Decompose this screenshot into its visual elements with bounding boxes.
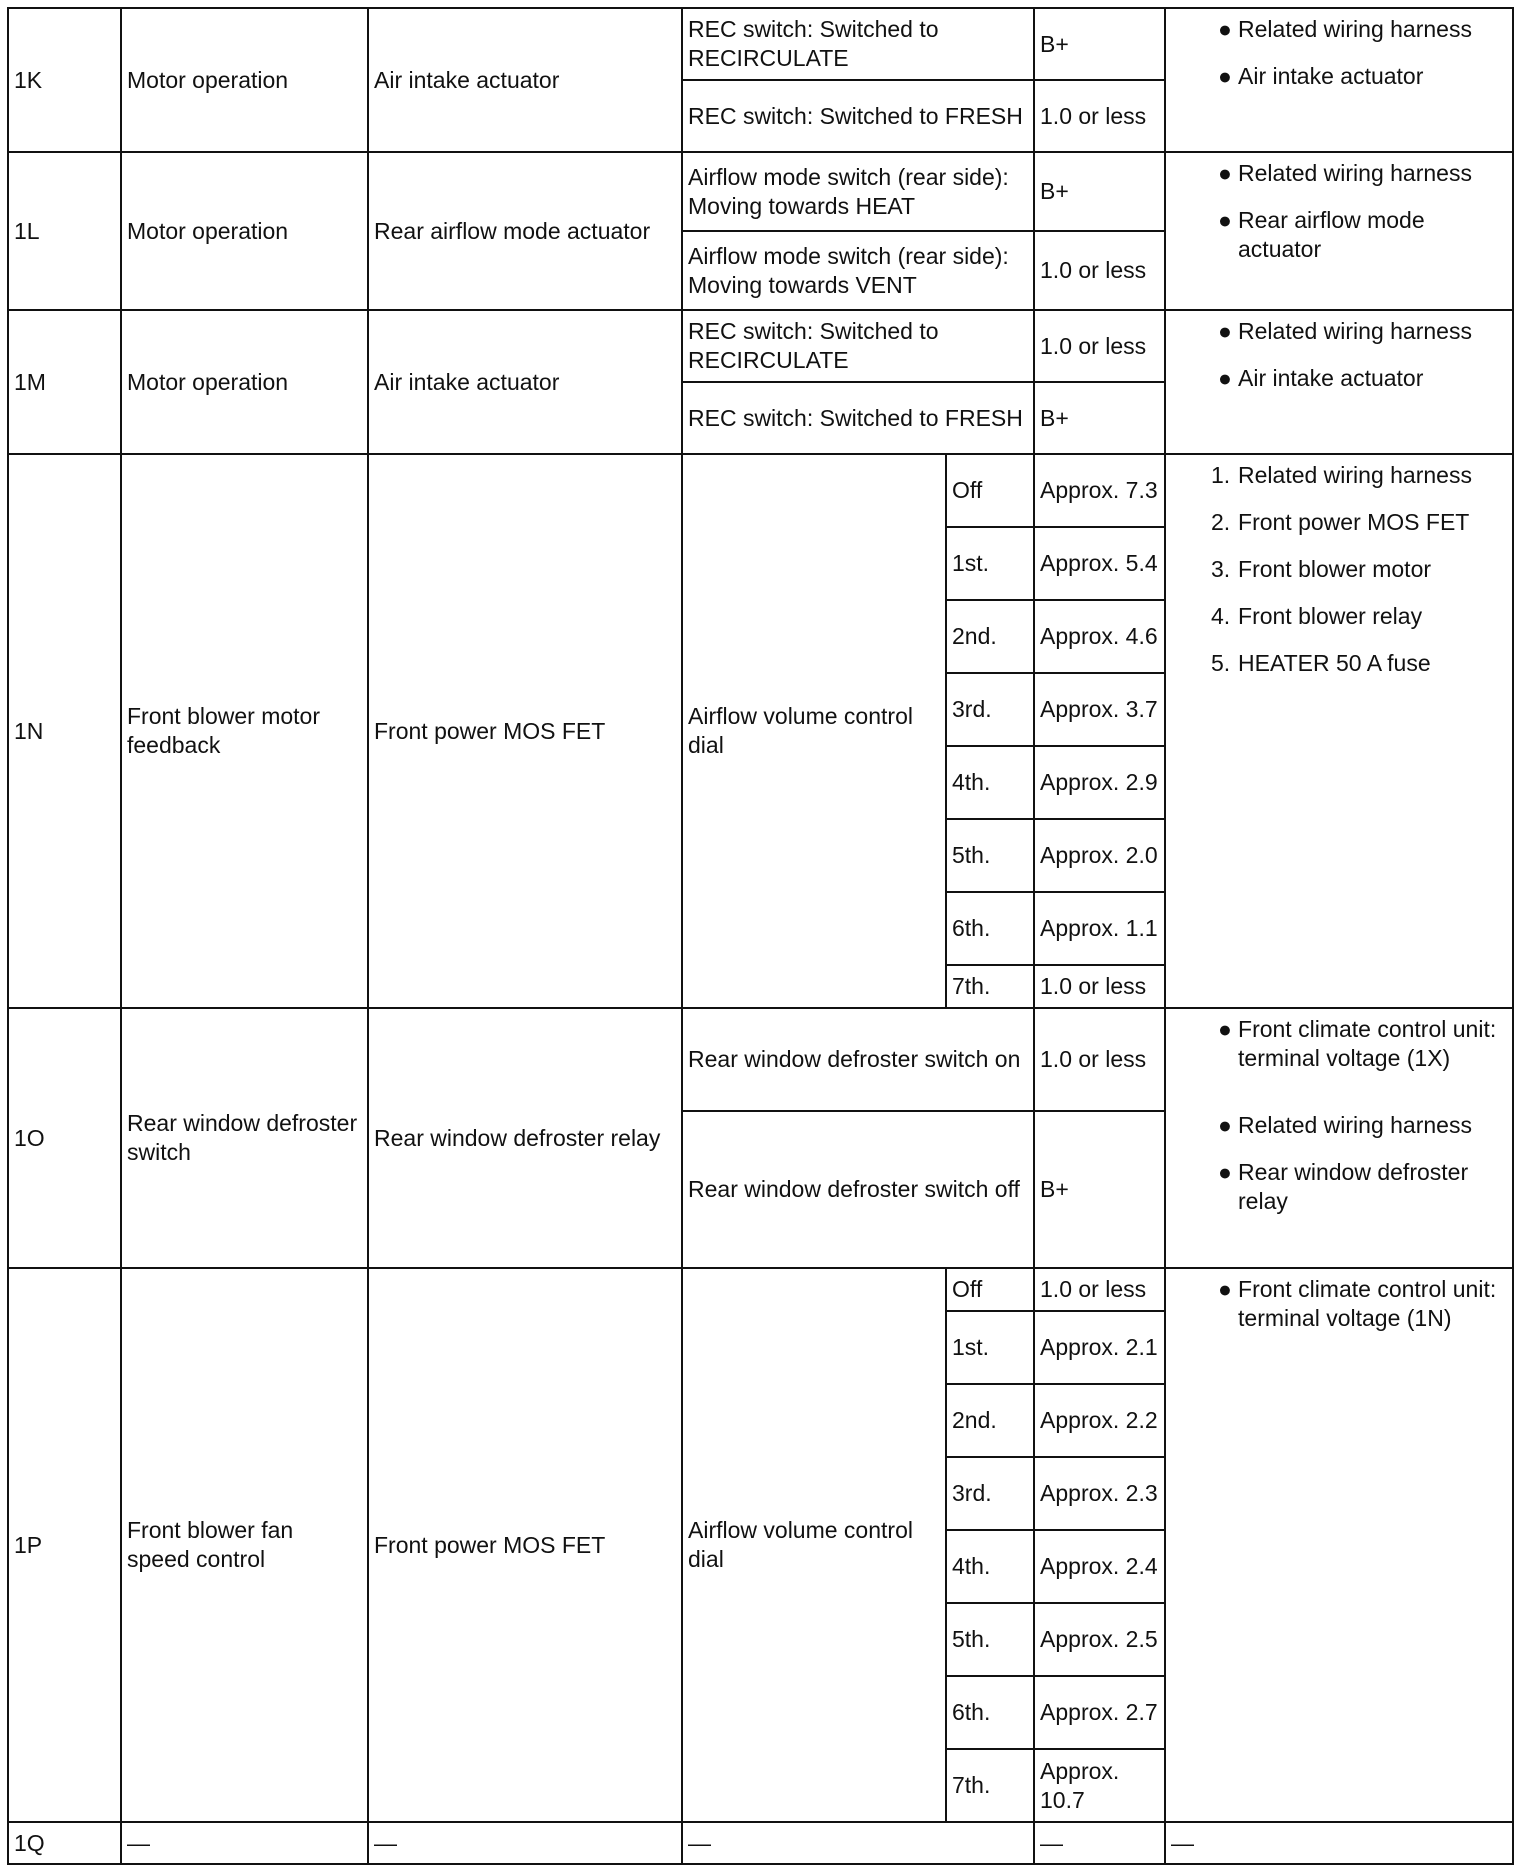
condition: Airflow mode switch (rear side): Moving towards HEAT (682, 152, 1034, 231)
voltage-value: 1.0 or less (1034, 965, 1165, 1008)
table-row (8, 152, 1513, 231)
check-items (1165, 1268, 1513, 1822)
list-item: ● Front climate control unit: terminal voltage (1X) (1218, 1016, 1497, 1071)
check-items (1165, 1008, 1513, 1111)
list-item: 4. Front blower relay (1211, 603, 1423, 629)
list-item: ● Related wiring harness (1218, 1112, 1472, 1138)
voltage-value: B+ (1034, 152, 1165, 231)
signal-name: Motor operation (121, 8, 368, 152)
voltage-value: Approx. 2.5 (1034, 1603, 1165, 1676)
dial-position: 6th. (946, 892, 1034, 965)
voltage-value: Approx. 2.1 (1034, 1311, 1165, 1384)
check-items (1165, 8, 1513, 152)
signal-name: Motor operation (121, 152, 368, 310)
bullet-icon: ● (1218, 365, 1232, 391)
signal-name: Rear window defroster switch (121, 1008, 368, 1268)
table-row (8, 1822, 1513, 1864)
list-item: 2. Front power MOS FET (1211, 509, 1470, 535)
terminal-id: 1Q (8, 1822, 121, 1864)
component-name: — (368, 1822, 682, 1864)
voltage-value: B+ (1034, 1111, 1165, 1268)
dial-position: 6th. (946, 1676, 1034, 1749)
bullet-icon: ● (1218, 1112, 1232, 1138)
list-item: 1. Related wiring harness (1211, 462, 1472, 488)
dial-position: 4th. (946, 746, 1034, 819)
dial-position: 2nd. (946, 600, 1034, 673)
dial-position: 2nd. (946, 1384, 1034, 1457)
list-item: ● Air intake actuator (1218, 365, 1424, 391)
table-row (8, 1008, 1513, 1111)
voltage-value: Approx. 2.4 (1034, 1530, 1165, 1603)
voltage-value: Approx. 2.0 (1034, 819, 1165, 892)
check-items: — (1165, 1822, 1513, 1864)
component-name: Air intake actuator (368, 310, 682, 454)
dial-position: 7th. (946, 1749, 1034, 1822)
terminal-id: 1O (8, 1008, 121, 1268)
terminal-id: 1K (8, 8, 121, 152)
dial-position: 4th. (946, 1530, 1034, 1603)
condition: Airflow volume control dial (682, 1268, 946, 1822)
voltage-value: 1.0 or less (1034, 1268, 1165, 1311)
terminal-id: 1P (8, 1268, 121, 1822)
check-items (1165, 454, 1513, 1008)
bullet-icon: ● (1218, 207, 1232, 233)
voltage-value: 1.0 or less (1034, 1008, 1165, 1111)
signal-name: Front blower fan speed control (121, 1268, 368, 1822)
bullet-icon: ● (1218, 318, 1232, 344)
table-row (8, 1268, 1513, 1311)
dial-position: Off (946, 1268, 1034, 1311)
dial-position: 1st. (946, 1311, 1034, 1384)
dial-position: 5th. (946, 1603, 1034, 1676)
bullet-icon: ● (1218, 16, 1232, 42)
component-name: Front power MOS FET (368, 1268, 682, 1822)
bullet-icon: ● (1218, 1276, 1232, 1302)
terminal-id: 1M (8, 310, 121, 454)
voltage-value: Approx. 4.6 (1034, 600, 1165, 673)
signal-name: Motor operation (121, 310, 368, 454)
condition: — (682, 1822, 1034, 1864)
voltage-value: Approx. 10.7 (1034, 1749, 1165, 1822)
component-name: Rear airflow mode actuator (368, 152, 682, 310)
voltage-value: Approx. 3.7 (1034, 673, 1165, 746)
voltage-value: — (1034, 1822, 1165, 1864)
terminal-id: 1N (8, 454, 121, 1008)
dial-position: 1st. (946, 527, 1034, 600)
signal-name: Front blower motor feedback (121, 454, 368, 1008)
condition: Rear window defroster switch on (682, 1008, 1034, 1111)
voltage-value: Approx. 2.2 (1034, 1384, 1165, 1457)
voltage-value: B+ (1034, 8, 1165, 80)
voltage-value: Approx. 7.3 (1034, 454, 1165, 527)
voltage-value: B+ (1034, 382, 1165, 454)
condition: Airflow volume control dial (682, 454, 946, 1008)
condition: Airflow mode switch (rear side): Moving towards VENT (682, 231, 1034, 310)
condition: REC switch: Switched to RECIRCULATE (682, 8, 1034, 80)
dial-position: Off (946, 454, 1034, 527)
bullet-icon: ● (1218, 160, 1232, 186)
condition: REC switch: Switched to FRESH (682, 382, 1034, 454)
dial-position: 5th. (946, 819, 1034, 892)
voltage-value: 1.0 or less (1034, 80, 1165, 152)
condition: REC switch: Switched to RECIRCULATE (682, 310, 1034, 382)
terminal-id: 1L (8, 152, 121, 310)
voltage-value: Approx. 2.3 (1034, 1457, 1165, 1530)
list-item: ● Rear airflow mode actuator (1218, 207, 1425, 262)
table-row (8, 310, 1513, 382)
bullet-icon: ● (1218, 1159, 1232, 1185)
check-items (1165, 310, 1513, 454)
terminal-reference-table (7, 7, 1514, 1865)
list-item: ● Front climate control unit: terminal voltage (1N) (1218, 1276, 1497, 1331)
list-item: ● Related wiring harness (1218, 318, 1472, 344)
voltage-value: 1.0 or less (1034, 231, 1165, 310)
check-items (1165, 152, 1513, 310)
list-item: ● Rear window defroster relay (1218, 1159, 1469, 1214)
voltage-value: Approx. 2.9 (1034, 746, 1165, 819)
bullet-icon: ● (1218, 63, 1232, 89)
voltage-value: Approx. 1.1 (1034, 892, 1165, 965)
check-items (1165, 1111, 1513, 1268)
dial-position: 3rd. (946, 1457, 1034, 1530)
list-item: 3. Front blower motor (1211, 556, 1432, 582)
table-row (8, 8, 1513, 80)
voltage-value: Approx. 5.4 (1034, 527, 1165, 600)
signal-name: — (121, 1822, 368, 1864)
list-item: 5. HEATER 50 A fuse (1211, 650, 1431, 676)
voltage-value: 1.0 or less (1034, 310, 1165, 382)
dial-position: 7th. (946, 965, 1034, 1008)
list-item: ● Related wiring harness (1218, 16, 1472, 42)
list-item: ● Air intake actuator (1218, 63, 1424, 89)
condition: Rear window defroster switch off (682, 1111, 1034, 1268)
component-name: Air intake actuator (368, 8, 682, 152)
component-name: Front power MOS FET (368, 454, 682, 1008)
condition: REC switch: Switched to FRESH (682, 80, 1034, 152)
dial-position: 3rd. (946, 673, 1034, 746)
voltage-value: Approx. 2.7 (1034, 1676, 1165, 1749)
list-item: ● Related wiring harness (1218, 160, 1472, 186)
component-name: Rear window defroster relay (368, 1008, 682, 1268)
bullet-icon: ● (1218, 1016, 1232, 1042)
table-row (8, 454, 1513, 527)
